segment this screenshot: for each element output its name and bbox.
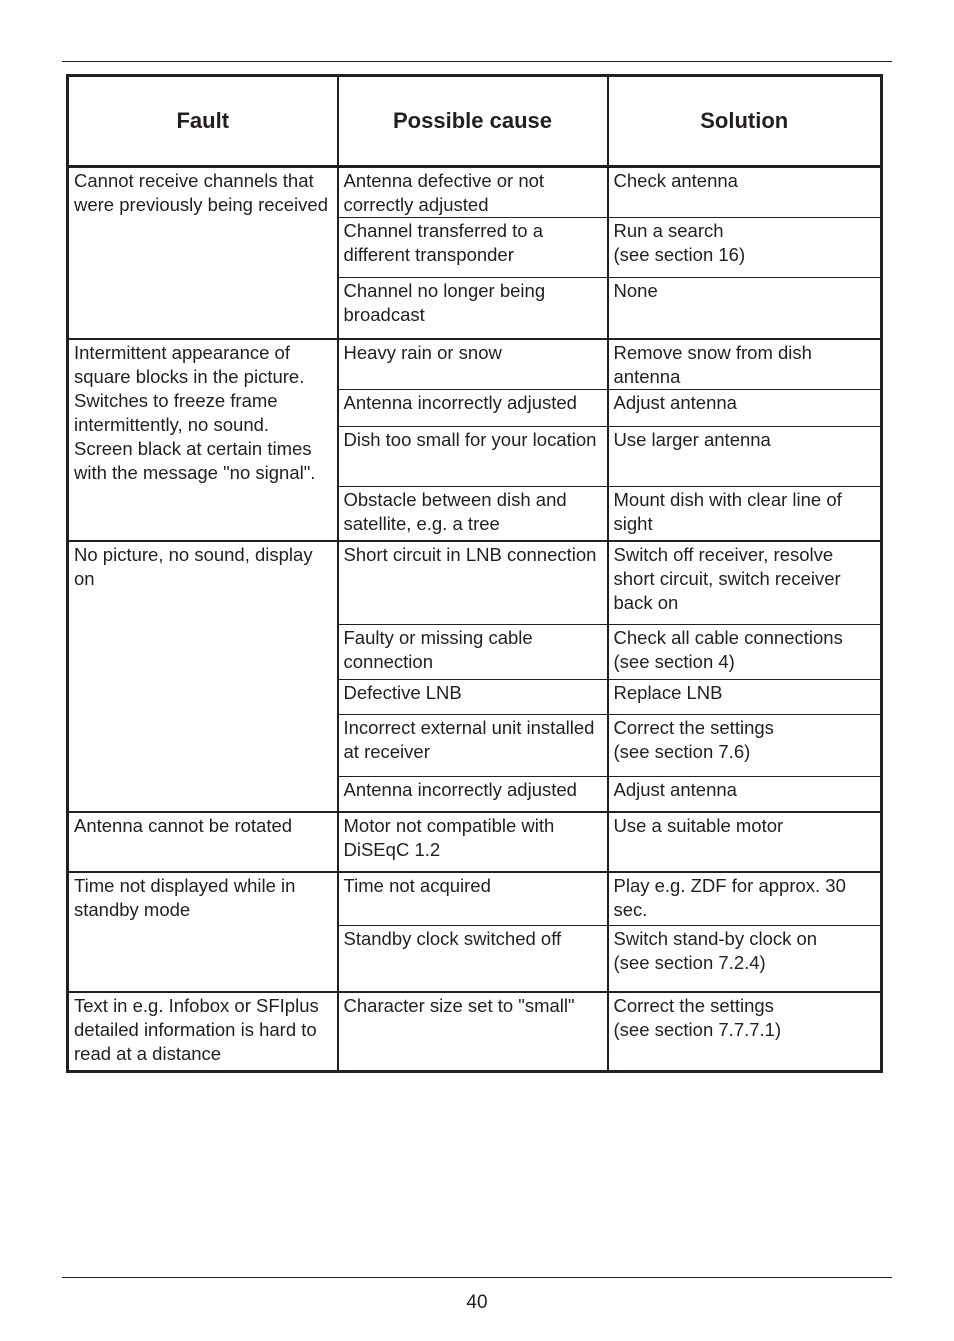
solution-column-header: Solution: [608, 76, 882, 167]
cause-cell: Heavy rain or snow: [338, 339, 608, 390]
fault-cell: Intermittent appearance of square blocks in the picture. Switches to freeze frame intermittently, no sound. Screen black at certain times with the message "no signal".: [68, 339, 338, 542]
solution-cell: Correct the settings (see section 7.7.7.1): [608, 992, 882, 1071]
table-row: [68, 167, 882, 218]
solution-cell: Play e.g. ZDF for approx. 30 sec.: [608, 872, 882, 925]
table-row: [68, 872, 882, 925]
solution-cell: Adjust antenna: [608, 389, 882, 426]
solution-cell: Correct the settings (see section 7.6): [608, 714, 882, 776]
cause-cell: Dish too small for your location: [338, 426, 608, 486]
fault-column-header: Fault: [68, 76, 338, 167]
fault-cell: Antenna cannot be rotated: [68, 812, 338, 872]
solution-cell: None: [608, 278, 882, 339]
cause-cell: Short circuit in LNB connection: [338, 541, 608, 624]
cause-cell: Incorrect external unit installed at receiver: [338, 714, 608, 776]
solution-cell: Adjust antenna: [608, 776, 882, 812]
solution-cell: Check all cable connections (see section 4): [608, 624, 882, 679]
fault-cell: Cannot receive channels that were previously being received: [68, 167, 338, 339]
solution-cell: Use a suitable motor: [608, 812, 882, 872]
cause-cell: Character size set to "small": [338, 992, 608, 1071]
table-row: [68, 992, 882, 1071]
cause-cell: Channel no longer being broadcast: [338, 278, 608, 339]
solution-cell: Replace LNB: [608, 679, 882, 714]
table-row: [68, 541, 882, 624]
cause-column-header: Possible cause: [338, 76, 608, 167]
bottom-rule: [62, 1277, 892, 1278]
table-header-row: [68, 76, 882, 167]
solution-cell: Use larger antenna: [608, 426, 882, 486]
solution-cell: Switch stand-by clock on (see section 7.2.4): [608, 925, 882, 992]
solution-cell: Run a search (see section 16): [608, 218, 882, 278]
table-row: [68, 812, 882, 872]
table-row: [68, 339, 882, 390]
fault-cell: No picture, no sound, display on: [68, 541, 338, 812]
page-number: 40: [466, 1292, 488, 1313]
solution-cell: Remove snow from dish antenna: [608, 339, 882, 390]
cause-cell: Antenna defective or not correctly adjusted: [338, 167, 608, 218]
top-rule: [62, 61, 892, 62]
solution-cell: Check antenna: [608, 167, 882, 218]
cause-cell: Antenna incorrectly adjusted: [338, 389, 608, 426]
cause-cell: Motor not compatible with DiSEqC 1.2: [338, 812, 608, 872]
fault-cell: Time not displayed while in standby mode: [68, 872, 338, 992]
fault-cell: Text in e.g. Infobox or SFIplus detailed information is hard to read at a distance: [68, 992, 338, 1071]
cause-cell: Faulty or missing cable connection: [338, 624, 608, 679]
solution-cell: Switch off receiver, resolve short circuit, switch receiver back on: [608, 541, 882, 624]
cause-cell: Channel transferred to a different transponder: [338, 218, 608, 278]
cause-cell: Time not acquired: [338, 872, 608, 925]
troubleshooting-table: [66, 74, 883, 1073]
cause-cell: Standby clock switched off: [338, 925, 608, 992]
cause-cell: Obstacle between dish and satellite, e.g. a tree: [338, 486, 608, 541]
cause-cell: Defective LNB: [338, 679, 608, 714]
solution-cell: Mount dish with clear line of sight: [608, 486, 882, 541]
cause-cell: Antenna incorrectly adjusted: [338, 776, 608, 812]
